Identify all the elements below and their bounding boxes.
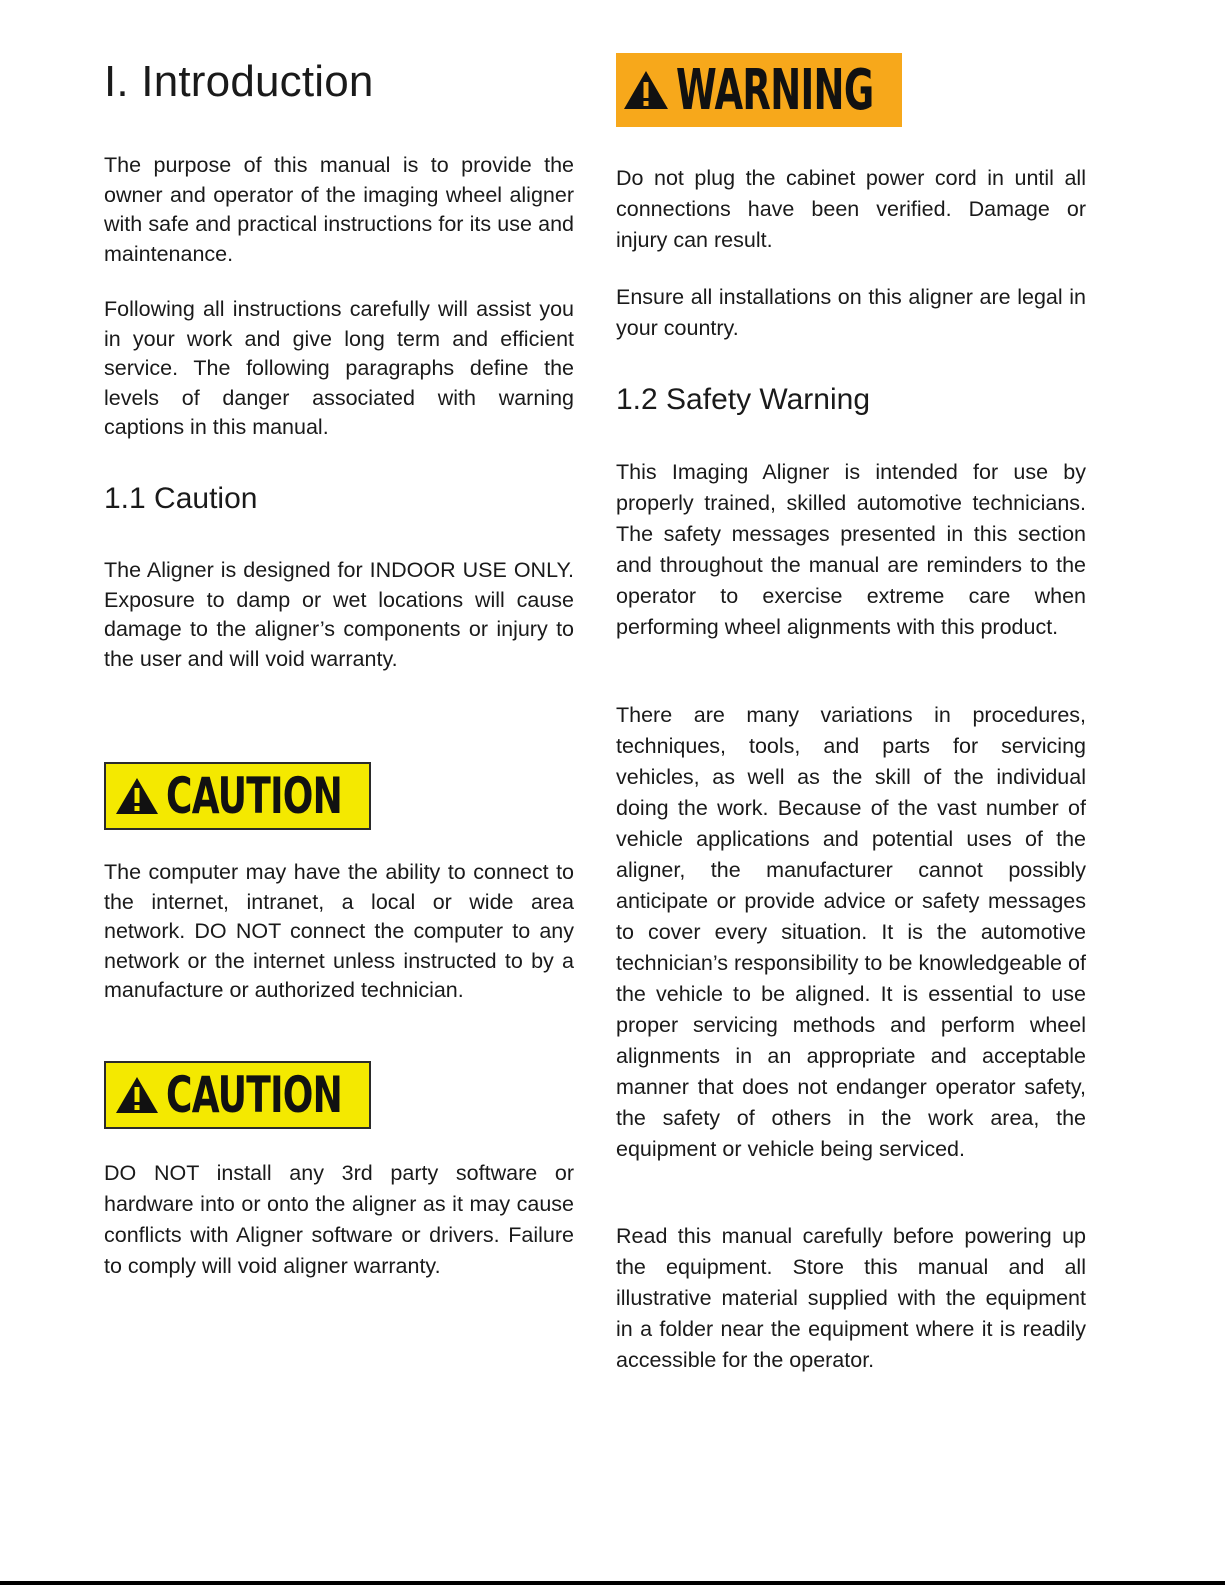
safety-paragraph-1: This Imaging Aligner is intended for use by properly trained, skilled automotive technicians. The safety messages presented in this section and throughout the manual are reminders to the operator to exercise extreme care when performing wheel alignments with this product. bbox=[616, 460, 1086, 639]
intro-paragraph-2: Following all instructions carefully will assist you in your work and give long term and efficient service. The following paragraphs define the levels of danger associated with warning captions in this manual. bbox=[104, 297, 574, 439]
caution-paragraph-2: The computer may have the ability to connect to the internet, intranet, a local or wide area network. DO NOT connect the computer to any network or the internet unless instructed to by a manufacture or authorized technician. bbox=[104, 860, 574, 1002]
caution-section-heading: 1.1 Caution bbox=[104, 482, 258, 515]
caution-paragraph-3: DO NOT install any 3rd party software or hardware into or onto the aligner as it may cause conflicts with Aligner software or drivers. Failure to comply will void aligner warranty. bbox=[104, 1161, 574, 1278]
safety-paragraph-3: Read this manual carefully before powering up the equipment. Store this manual and all illustrative material supplied with the equipment in a folder near the equipment where it is readily accessible for the operator. bbox=[616, 1224, 1086, 1372]
bottom-border bbox=[0, 1581, 1225, 1585]
warning-sign-label: WARNING bbox=[676, 57, 874, 123]
warning-triangle-icon bbox=[114, 776, 160, 816]
safety-paragraph-2: There are many variations in procedures, techniques, tools, and parts for servicing vehicles, as well as the skill of the individual doing the work. Because of the vast number of vehicle applications and potential uses of the aligner, the manufacturer cannot possibly anticipate or provide advice or safety messages to cover every situation. It is the automotive technician’s responsibility to be knowledgeable of the vehicle to be aligned. It is essential to use proper servicing methods and perform wheel alignments in an appropriate and acceptable manner that does not endanger operator safety, the safety of others in the work area, the equipment or vehicle being serviced. bbox=[616, 703, 1086, 1161]
page-title: I. Introduction bbox=[104, 57, 374, 106]
intro-paragraph-1: The purpose of this manual is to provide the owner and operator of the imaging wheel aligner with safe and practical instructions for its use and maintenance. bbox=[104, 153, 574, 266]
warning-triangle-icon bbox=[114, 1075, 160, 1115]
caution-sign-label: CAUTION bbox=[166, 767, 343, 825]
safety-section-heading: 1.2 Safety Warning bbox=[616, 383, 871, 416]
caution-sign-label: CAUTION bbox=[166, 1066, 343, 1124]
caution-sign-2 bbox=[104, 1061, 371, 1129]
caution-paragraph-1: The Aligner is designed for INDOOR USE ONLY. Exposure to damp or wet locations will cause damage to the aligner’s components or injury to the user and will void warranty. bbox=[104, 558, 574, 671]
warning-paragraph-2: Ensure all installations on this aligner are legal in your country. bbox=[616, 285, 1086, 340]
warning-sign bbox=[616, 53, 902, 127]
caution-sign-1 bbox=[104, 762, 371, 830]
warning-paragraph-1: Do not plug the cabinet power cord in until all connections have been verified. Damage or injury can result. bbox=[616, 166, 1086, 252]
warning-triangle-icon bbox=[622, 69, 670, 111]
